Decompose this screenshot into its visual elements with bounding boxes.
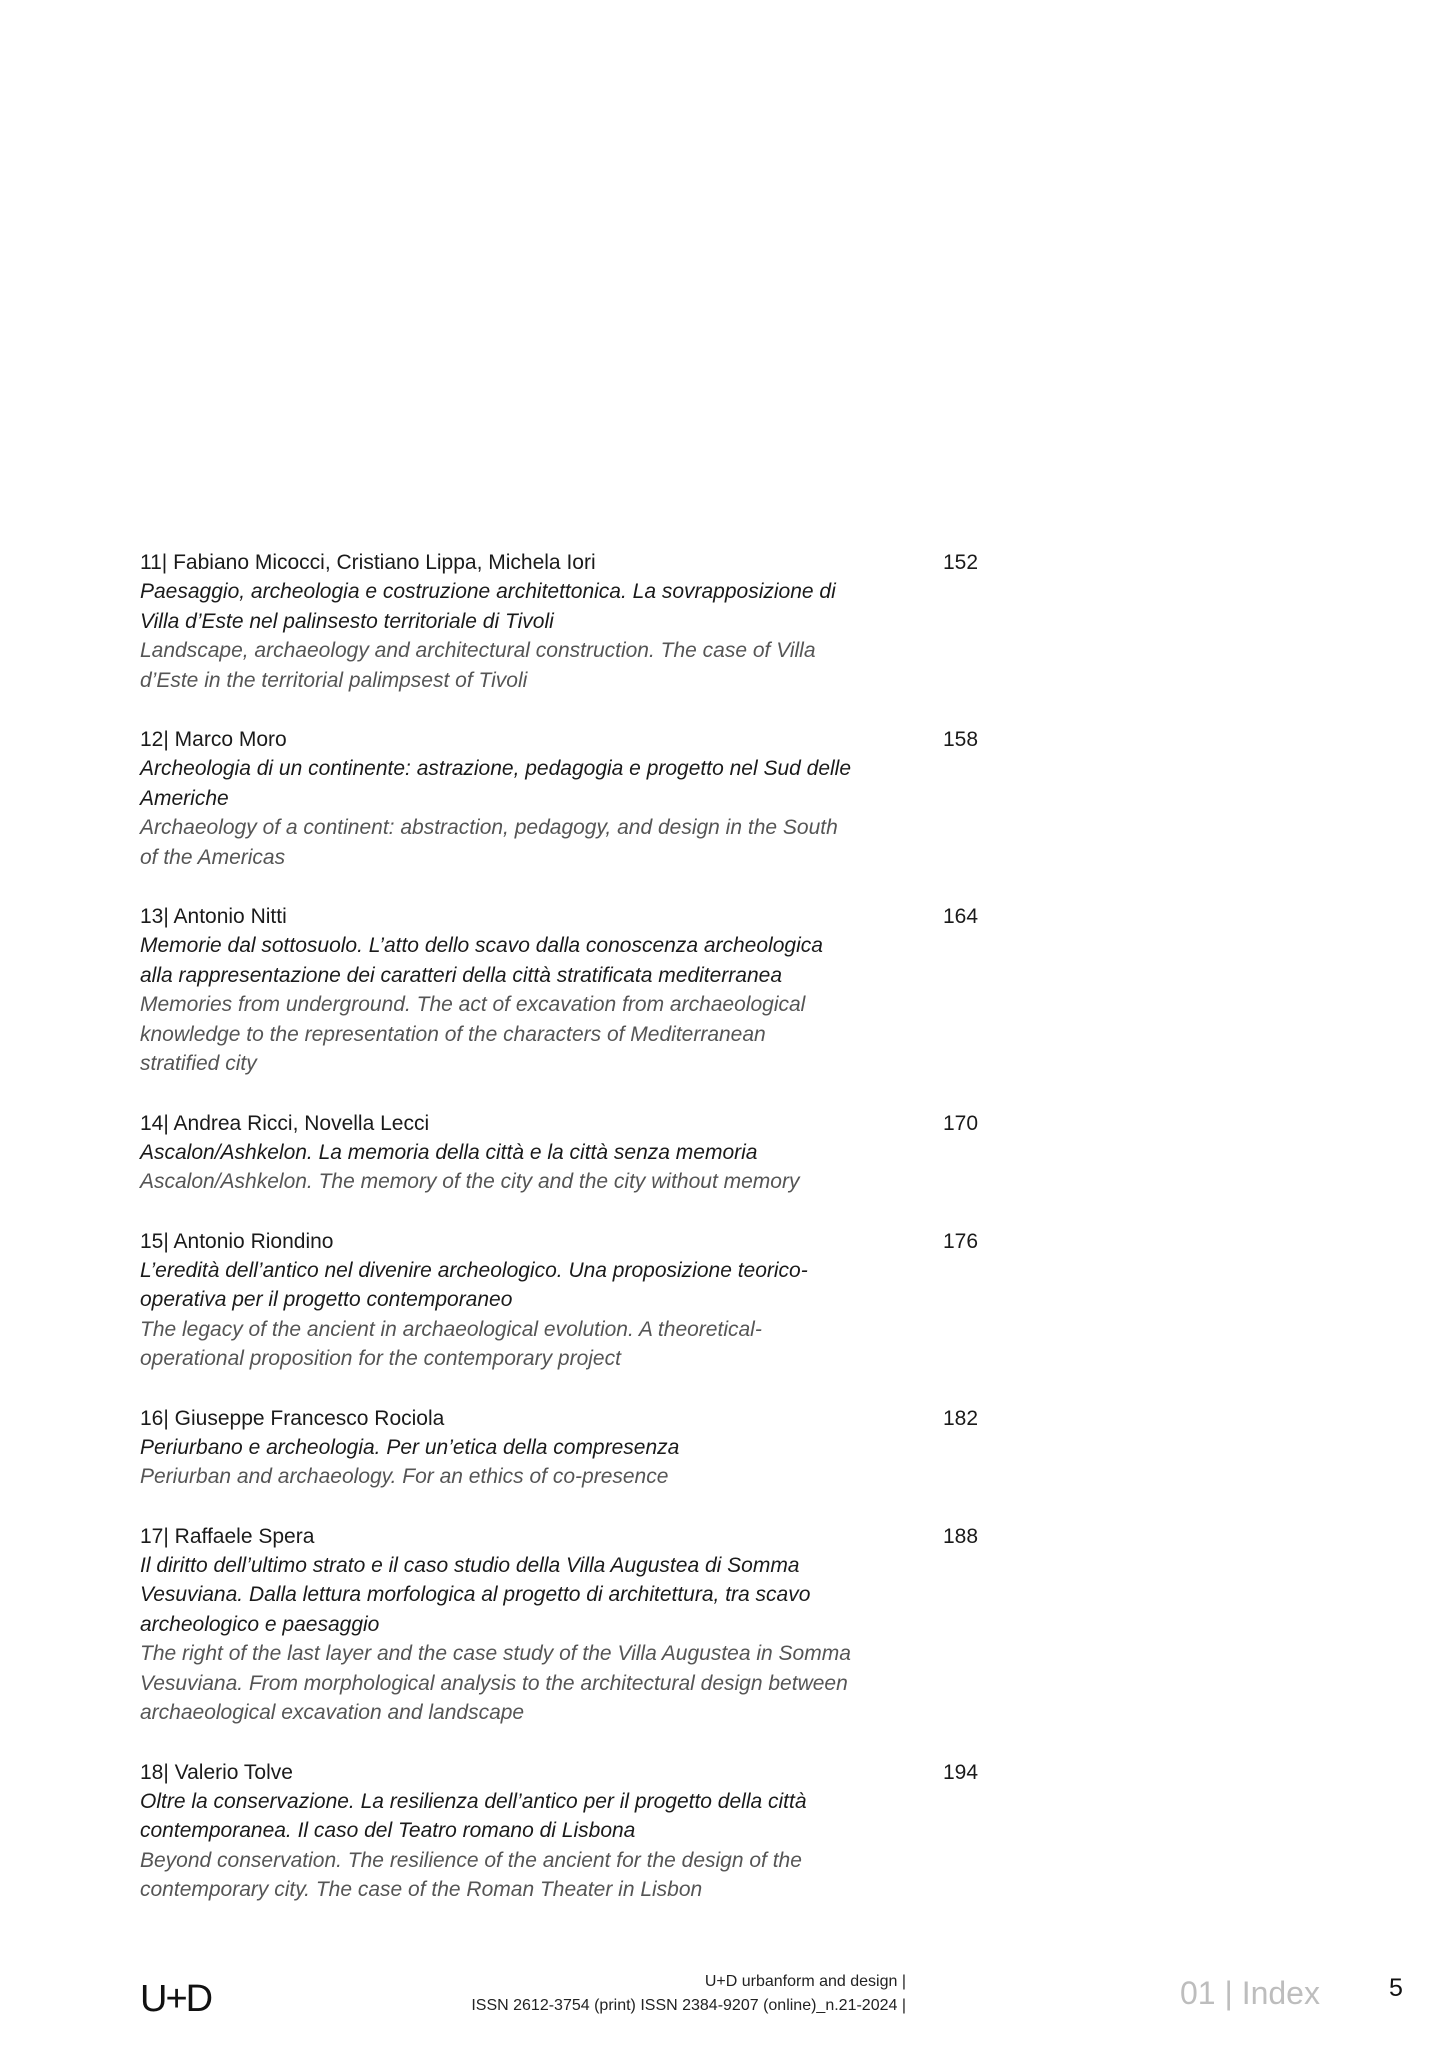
section-label: 01 | Index [1180,1975,1320,2011]
toc-entry [140,1522,1000,1728]
entry-title-english: Memories from underground. The act of excavation from archaeological [140,993,806,1016]
entry-title-english: d’Este in the territorial palimpsest of Tivoli [140,668,528,692]
entry-authors: Giuseppe Francesco Rociola [174,1406,445,1430]
entry-page-number: 176 [943,1229,979,1253]
entry-title-italian: Paesaggio, archeologia e costruzione architettonica. La sovrapposizione di [140,580,836,603]
entry-heading [140,725,900,754]
entry-title-english: Ascalon/Ashkelon. The memory of the city and the city without memory [140,1170,800,1193]
entry-title-italian: Ascalon/Ashkelon. La memoria della città e la città senza memoria [140,1140,758,1164]
entry-title-italian: Villa d’Este nel palinsesto territoriale di Tivoli [140,609,554,633]
entry-title-english: Archaeology of a continent: abstraction, pedagogy, and design in the South [140,816,838,839]
entry-page-number: 158 [943,728,979,751]
entry-title-italian: contemporanea. Il caso del Teatro romano di Lisbona [140,1819,636,1842]
issn-line: ISSN 2612-3754 (print) ISSN 2384-9207 (online)_n.21-2024 | [471,1997,906,2014]
entry-page-number: 188 [943,1524,979,1548]
entry-title-english: Landscape, archaeology and architectural construction. The case of Villa [140,639,816,662]
entry-title-english: Vesuviana. From morphological analysis to the architectural design between [140,1671,848,1695]
entry-title-italian: Vesuviana. Dalla lettura morfologica al progetto di architettura, tra scavo [140,1583,811,1606]
entry-page-number: 182 [943,1406,979,1430]
journal-logo: U+D [140,1978,212,2020]
entry-heading [140,1522,900,1551]
entry-authors: Antonio Nitti [173,905,287,928]
entry-number: 17| [140,1524,169,1548]
toc-entry [140,1109,1000,1197]
entry-heading [140,548,900,577]
toc-entry [140,1758,1000,1905]
entry-title-italian: alla rappresentazione dei caratteri della città stratificata mediterranea [140,963,783,987]
entry-title-italian: L’eredità dell’antico nel divenire archeologico. Una proposizione teorico- [140,1258,808,1282]
entry-title-english: Beyond conservation. The resilience of the ancient for the design of the [140,1848,802,1872]
entry-authors: Raffaele Spera [174,1524,315,1548]
toc-entry [140,902,1000,1079]
entry-heading [140,1758,900,1787]
toc-entry [140,1404,1000,1492]
entry-number: 14| [140,1111,169,1135]
table-of-contents [140,548,1000,1905]
entry-heading [140,1109,900,1138]
entry-title-english: The right of the last layer and the case study of the Villa Augustea in Somma [140,1642,851,1665]
entry-heading [140,1227,900,1256]
toc-entry [140,725,1000,872]
entry-title-english: operational proposition for the contemporary project [140,1347,621,1370]
entry-title-italian: Americhe [140,786,229,810]
toc-entry [140,548,1000,695]
entry-number: 12| [140,728,169,751]
entry-authors: Marco Moro [174,728,287,751]
entry-authors: Fabiano Micocci, Cristiano Lippa, Michela Iori [173,551,596,574]
journal-info [471,1970,906,2018]
entry-title-italian: Memorie dal sottosuolo. L’atto dello scavo dalla conoscenza archeologica [140,934,823,957]
entry-title-italian: archeologico e paesaggio [140,1612,380,1636]
entry-page-number: 194 [943,1760,979,1784]
entry-title-english: stratified city [140,1052,257,1075]
entry-number: 16| [140,1406,169,1430]
entry-number: 13| [140,905,169,928]
entry-number: 11| [140,551,168,574]
entry-title-italian: Il diritto dell’ultimo strato e il caso studio della Villa Augustea di Somma [140,1553,800,1577]
entry-title-italian: Archeologia di un continente: astrazione, pedagogia e progetto nel Sud delle [140,757,852,780]
journal-name: U+D urbanform and design | [704,1973,906,1990]
entry-authors: Antonio Riondino [173,1229,334,1253]
entry-title-english: of the Americas [140,845,286,869]
entry-title-italian: Oltre la conservazione. La resilienza dell’antico per il progetto della città [140,1789,807,1813]
entry-title-english: knowledge to the representation of the characters of Mediterranean [140,1022,766,1046]
page-number: 5 [1389,1974,1403,2002]
entry-title-italian: Periurbano e archeologia. Per un’etica della compresenza [140,1435,680,1459]
entry-title-english: archaeological excavation and landscape [140,1701,525,1724]
entry-heading [140,902,900,931]
entry-authors: Andrea Ricci, Novella Lecci [173,1111,430,1135]
entry-page-number: 170 [943,1111,979,1135]
entry-page-number: 164 [943,905,979,928]
entry-title-english: contemporary city. The case of the Roman Theater in Lisbon [140,1878,703,1901]
entry-title-english: Periurban and archaeology. For an ethics of co-presence [140,1465,669,1488]
entry-number: 18| [140,1760,169,1784]
entry-page-number: 152 [943,551,979,574]
toc-entry [140,1227,1000,1374]
entry-authors: Valerio Tolve [174,1760,293,1784]
entry-heading [140,1404,900,1433]
entry-title-english: The legacy of the ancient in archaeological evolution. A theoretical- [140,1317,762,1341]
entry-number: 15| [140,1229,169,1253]
entry-title-italian: operativa per il progetto contemporaneo [140,1288,513,1311]
